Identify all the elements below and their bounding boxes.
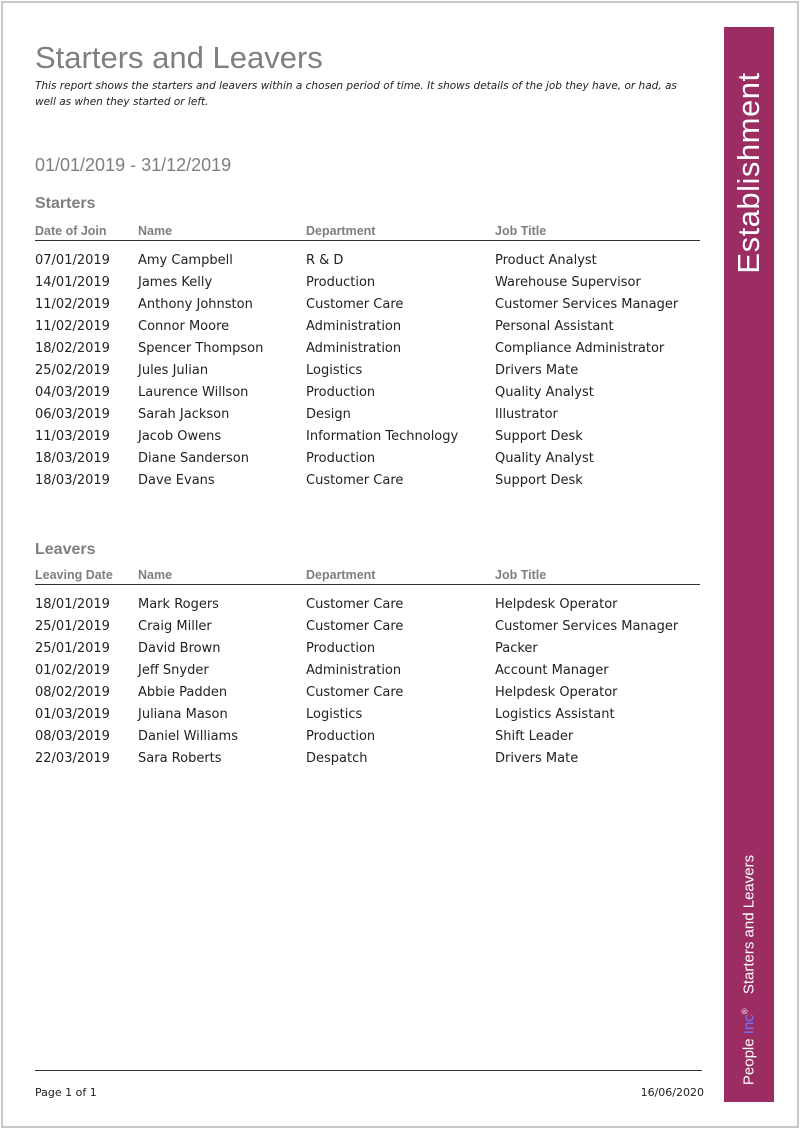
sidebar-title: Establishment — [731, 72, 766, 274]
print-date: 16/06/2020 — [640, 1086, 704, 1099]
cell-job-title: Quality Analyst — [495, 451, 594, 466]
table-row — [35, 473, 700, 495]
cell-date: 18/03/2019 — [35, 451, 110, 466]
cell-job-title: Drivers Mate — [495, 363, 579, 378]
cell-department: Administration — [306, 341, 402, 356]
cell-department: Administration — [306, 319, 402, 334]
page-number: Page 1 of 1 — [35, 1086, 97, 1099]
table-row — [35, 751, 700, 773]
cell-department: Logistics — [306, 363, 363, 378]
cell-name: Daniel Williams — [138, 729, 238, 744]
table-row — [35, 341, 700, 363]
cell-department: R & D — [306, 253, 344, 268]
footer-divider — [35, 1070, 702, 1071]
starters-table-header — [35, 224, 700, 241]
report-date-range: 01/01/2019 - 31/12/2019 — [35, 155, 232, 175]
cell-date: 25/01/2019 — [35, 619, 110, 634]
brand-registered-mark: ® — [740, 1008, 750, 1015]
cell-job-title: Personal Assistant — [495, 319, 614, 334]
cell-department: Customer Care — [306, 473, 404, 488]
cell-job-title: Account Manager — [495, 663, 609, 678]
table-row — [35, 451, 700, 473]
column-header-job-title: Job Title — [495, 224, 547, 238]
cell-name: Anthony Johnston — [138, 297, 253, 312]
cell-date: 18/03/2019 — [35, 473, 110, 488]
cell-job-title: Quality Analyst — [495, 385, 594, 400]
column-header-name: Name — [138, 224, 173, 238]
table-row — [35, 363, 700, 385]
report-title: Starters and Leavers — [35, 40, 323, 75]
cell-name: Jules Julian — [138, 363, 209, 378]
cell-name: Abbie Padden — [138, 685, 228, 700]
cell-date: 18/02/2019 — [35, 341, 110, 356]
cell-name: Dave Evans — [138, 473, 215, 488]
cell-job-title: Customer Services Manager — [495, 619, 679, 634]
table-row — [35, 729, 700, 751]
leavers-rows — [35, 597, 700, 773]
brand-people: People — [740, 1038, 758, 1086]
table-row — [35, 597, 700, 619]
cell-name: Craig Miller — [138, 619, 212, 634]
brand-logo — [741, 1008, 758, 1085]
starters-table — [35, 224, 700, 495]
cell-name: Mark Rogers — [138, 597, 219, 612]
cell-department: Design — [306, 407, 351, 422]
cell-date: 07/01/2019 — [35, 253, 110, 268]
cell-job-title: Compliance Administrator — [495, 341, 665, 356]
column-header-job-title: Job Title — [495, 568, 547, 582]
starters-rows — [35, 253, 700, 495]
cell-name: Amy Campbell — [138, 253, 233, 268]
cell-department: Despatch — [306, 751, 368, 766]
cell-date: 01/02/2019 — [35, 663, 110, 678]
cell-job-title: Shift Leader — [495, 729, 574, 744]
cell-name: Sarah Jackson — [138, 407, 230, 422]
cell-date: 11/02/2019 — [35, 297, 110, 312]
cell-department: Production — [306, 385, 376, 400]
cell-job-title: Product Analyst — [495, 253, 597, 268]
cell-name: Diane Sanderson — [138, 451, 249, 466]
table-row — [35, 385, 700, 407]
cell-department: Production — [306, 729, 376, 744]
leavers-table-header — [35, 568, 700, 585]
column-header-leaving-date: Leaving Date — [35, 568, 113, 582]
table-row — [35, 407, 700, 429]
cell-department: Customer Care — [306, 685, 404, 700]
cell-date: 01/03/2019 — [35, 707, 110, 722]
leavers-table — [35, 568, 700, 773]
leavers-section-title: Leavers — [35, 541, 96, 558]
cell-department: Information Technology — [306, 429, 459, 444]
cell-name: Connor Moore — [138, 319, 230, 334]
cell-department: Customer Care — [306, 297, 404, 312]
table-row — [35, 619, 700, 641]
cell-job-title: Warehouse Supervisor — [495, 275, 641, 290]
cell-date: 25/01/2019 — [35, 641, 110, 656]
table-row — [35, 641, 700, 663]
cell-date: 11/03/2019 — [35, 429, 110, 444]
cell-date: 08/03/2019 — [35, 729, 110, 744]
cell-date: 06/03/2019 — [35, 407, 110, 422]
cell-department: Administration — [306, 663, 402, 678]
table-row — [35, 253, 700, 275]
starters-section-title: Starters — [35, 195, 96, 212]
table-row — [35, 297, 700, 319]
cell-job-title: Illustrator — [495, 407, 558, 422]
cell-name: Jacob Owens — [138, 429, 222, 444]
cell-job-title: Support Desk — [495, 429, 583, 444]
cell-date: 25/02/2019 — [35, 363, 110, 378]
sidebar-report-label — [741, 855, 758, 1085]
report-description: This report shows the starters and leavers within a chosen period of time. It shows details of the job they have, or had, as well as when they started or left. — [35, 80, 677, 108]
sidebar-band — [724, 27, 774, 1102]
cell-name: Juliana Mason — [138, 707, 228, 722]
table-row — [35, 275, 700, 297]
cell-job-title: Customer Services Manager — [495, 297, 679, 312]
cell-name: Jeff Snyder — [138, 663, 209, 678]
cell-date: 11/02/2019 — [35, 319, 110, 334]
cell-job-title: Helpdesk Operator — [495, 597, 618, 612]
brand-inc: Inc — [740, 1014, 758, 1035]
cell-name: James Kelly — [138, 275, 213, 290]
table-row — [35, 319, 700, 341]
table-row — [35, 707, 700, 729]
sidebar-report-name: Starters and Leavers — [740, 854, 758, 995]
cell-date: 08/02/2019 — [35, 685, 110, 700]
column-header-department: Department — [306, 224, 376, 238]
cell-department: Production — [306, 451, 376, 466]
cell-department: Production — [306, 641, 376, 656]
column-header-date-of-join: Date of Join — [35, 224, 107, 238]
cell-name: Laurence Willson — [138, 385, 249, 400]
cell-department: Customer Care — [306, 619, 404, 634]
cell-department: Logistics — [306, 707, 363, 722]
cell-date: 18/01/2019 — [35, 597, 110, 612]
cell-date: 04/03/2019 — [35, 385, 110, 400]
cell-department: Production — [306, 275, 376, 290]
cell-job-title: Support Desk — [495, 473, 583, 488]
cell-date: 22/03/2019 — [35, 751, 110, 766]
cell-job-title: Drivers Mate — [495, 751, 579, 766]
cell-job-title: Packer — [495, 641, 538, 656]
table-row — [35, 429, 700, 451]
cell-job-title: Logistics Assistant — [495, 707, 615, 722]
column-header-department: Department — [306, 568, 376, 582]
table-row — [35, 685, 700, 707]
cell-date: 14/01/2019 — [35, 275, 110, 290]
cell-name: Spencer Thompson — [138, 341, 264, 356]
cell-name: Sara Roberts — [138, 751, 222, 766]
column-header-name: Name — [138, 568, 173, 582]
cell-job-title: Helpdesk Operator — [495, 685, 618, 700]
cell-department: Customer Care — [306, 597, 404, 612]
table-row — [35, 663, 700, 685]
cell-name: David Brown — [138, 641, 221, 656]
